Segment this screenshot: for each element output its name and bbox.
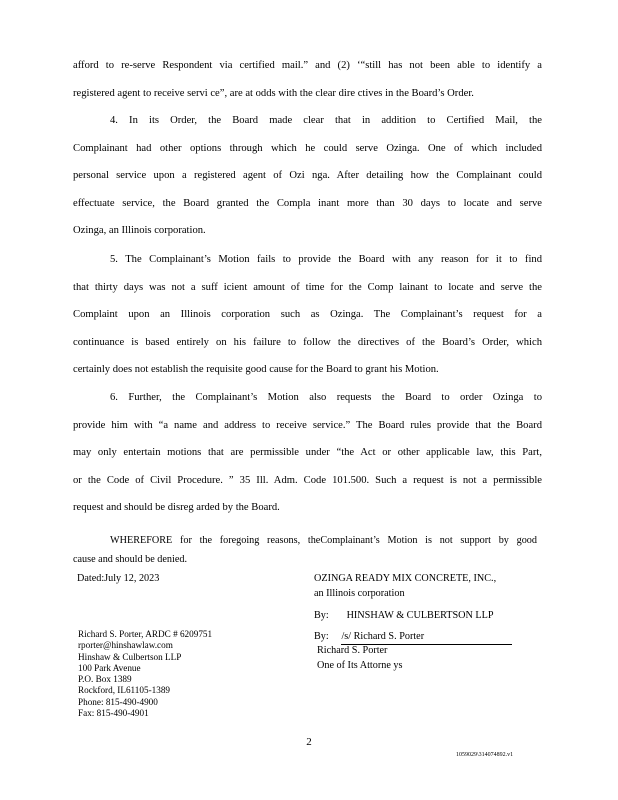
text-line: Ozinga, an Illinois corporation. <box>73 225 206 237</box>
paragraph-6 <box>73 384 542 522</box>
text-line: continuance is based entirely on his failure to follow the directives of the Board’s Order, which <box>73 336 542 348</box>
counsel-city: Rockford, IL61105-1389 <box>78 685 171 696</box>
text-line: Complaint upon an Illinois corporation such as Ozinga. The Complainant’s request for a <box>73 309 542 321</box>
text-line: may only entertain motions that are permissible under “the Act or other applicable law, this Part, <box>73 447 542 459</box>
text-line: 4. In its Order, the Board made clear that in addition to Certified Mail, the <box>110 115 542 126</box>
text-line: 6. Further, the Complainant’s Motion also requests the Board to order Ozinga to <box>110 392 542 403</box>
counsel-street: 100 Park Avenue <box>78 662 141 673</box>
counsel-po-box: P.O. Box 1389 <box>78 674 132 685</box>
paragraph-5 <box>73 246 542 384</box>
text-line: 5. The Complainant’s Motion fails to provide the Board with any reason for it to find <box>110 254 542 265</box>
wherefore-clause <box>73 530 537 569</box>
text-line: cause and should be denied. <box>73 554 188 565</box>
signer-role: One of Its Attorne ys <box>317 660 403 671</box>
party-name: OZINGA READY MIX CONCRETE, INC., <box>314 573 497 584</box>
dated-text: Dated:July 12, 2023 <box>77 573 160 584</box>
by-label: By: <box>314 610 329 621</box>
counsel-block <box>78 629 212 719</box>
text-line: WHEREFORE for the foregoing reasons, theComplainant’s Motion is not support by good <box>110 535 537 546</box>
by-signature-line <box>314 629 512 644</box>
text-line: registered agent to receive servi ce”, are at odds with the clear dire ctives in the Board’s Order. <box>73 87 474 99</box>
page-number: 2 <box>306 736 312 748</box>
text-line: that thirty days was not a suff icient amount of time for the Comp lainant to locate and serve the <box>73 281 542 293</box>
paragraph-4 <box>73 107 542 245</box>
counsel-firm: Hinshaw & Culbertson LLP <box>78 651 182 662</box>
text-line: afford to re-serve Respondent via certified mail.” and (2) ‘“still has not been able to identify a <box>73 60 542 71</box>
by-label: By: <box>314 631 329 642</box>
signer-name: Richard S. Porter <box>317 645 388 656</box>
paragraph-continued <box>73 52 542 107</box>
signature-block <box>314 571 512 673</box>
counsel-name: Richard S. Porter, ARDC # 6209751 <box>78 629 213 639</box>
text-line: Complainant had other options through which he could serve Ozinga. One of which included <box>73 142 542 154</box>
text-line: personal service upon a registered agent of Ozi nga. After detailing how the Complainant could <box>73 170 542 182</box>
e-signature: /s/ Richard S. Porter <box>341 629 512 645</box>
date-line <box>77 571 159 586</box>
party-description: an Illinois corporation <box>314 588 405 599</box>
counsel-fax: Fax: 815-490-4901 <box>78 708 149 719</box>
text-line: provide him with “a name and address to receive service.” The Board rules provide that the Board <box>73 419 542 431</box>
counsel-phone: Phone: 815-490-4900 <box>78 696 158 707</box>
by-firm-line <box>314 608 512 623</box>
text-line: effectuate service, the Board granted the Compla inant more than 30 days to locate and serve <box>73 197 542 209</box>
text-line: certainly does not establish the requisite good cause for the Board to grant his Motion. <box>73 364 439 376</box>
document-id: 1059029\314074892.v1 <box>456 752 514 758</box>
text-line: request and should be disreg arded by the Board. <box>73 502 280 514</box>
firm-name: HINSHAW & CULBERTSON LLP <box>346 610 494 621</box>
text-line: or the Code of Civil Procedure. ” 35 Ill. Adm. Code 101.500. Such a request is not a permissible <box>73 474 542 486</box>
counsel-email: rporter@hinshawlaw.com <box>78 640 173 651</box>
